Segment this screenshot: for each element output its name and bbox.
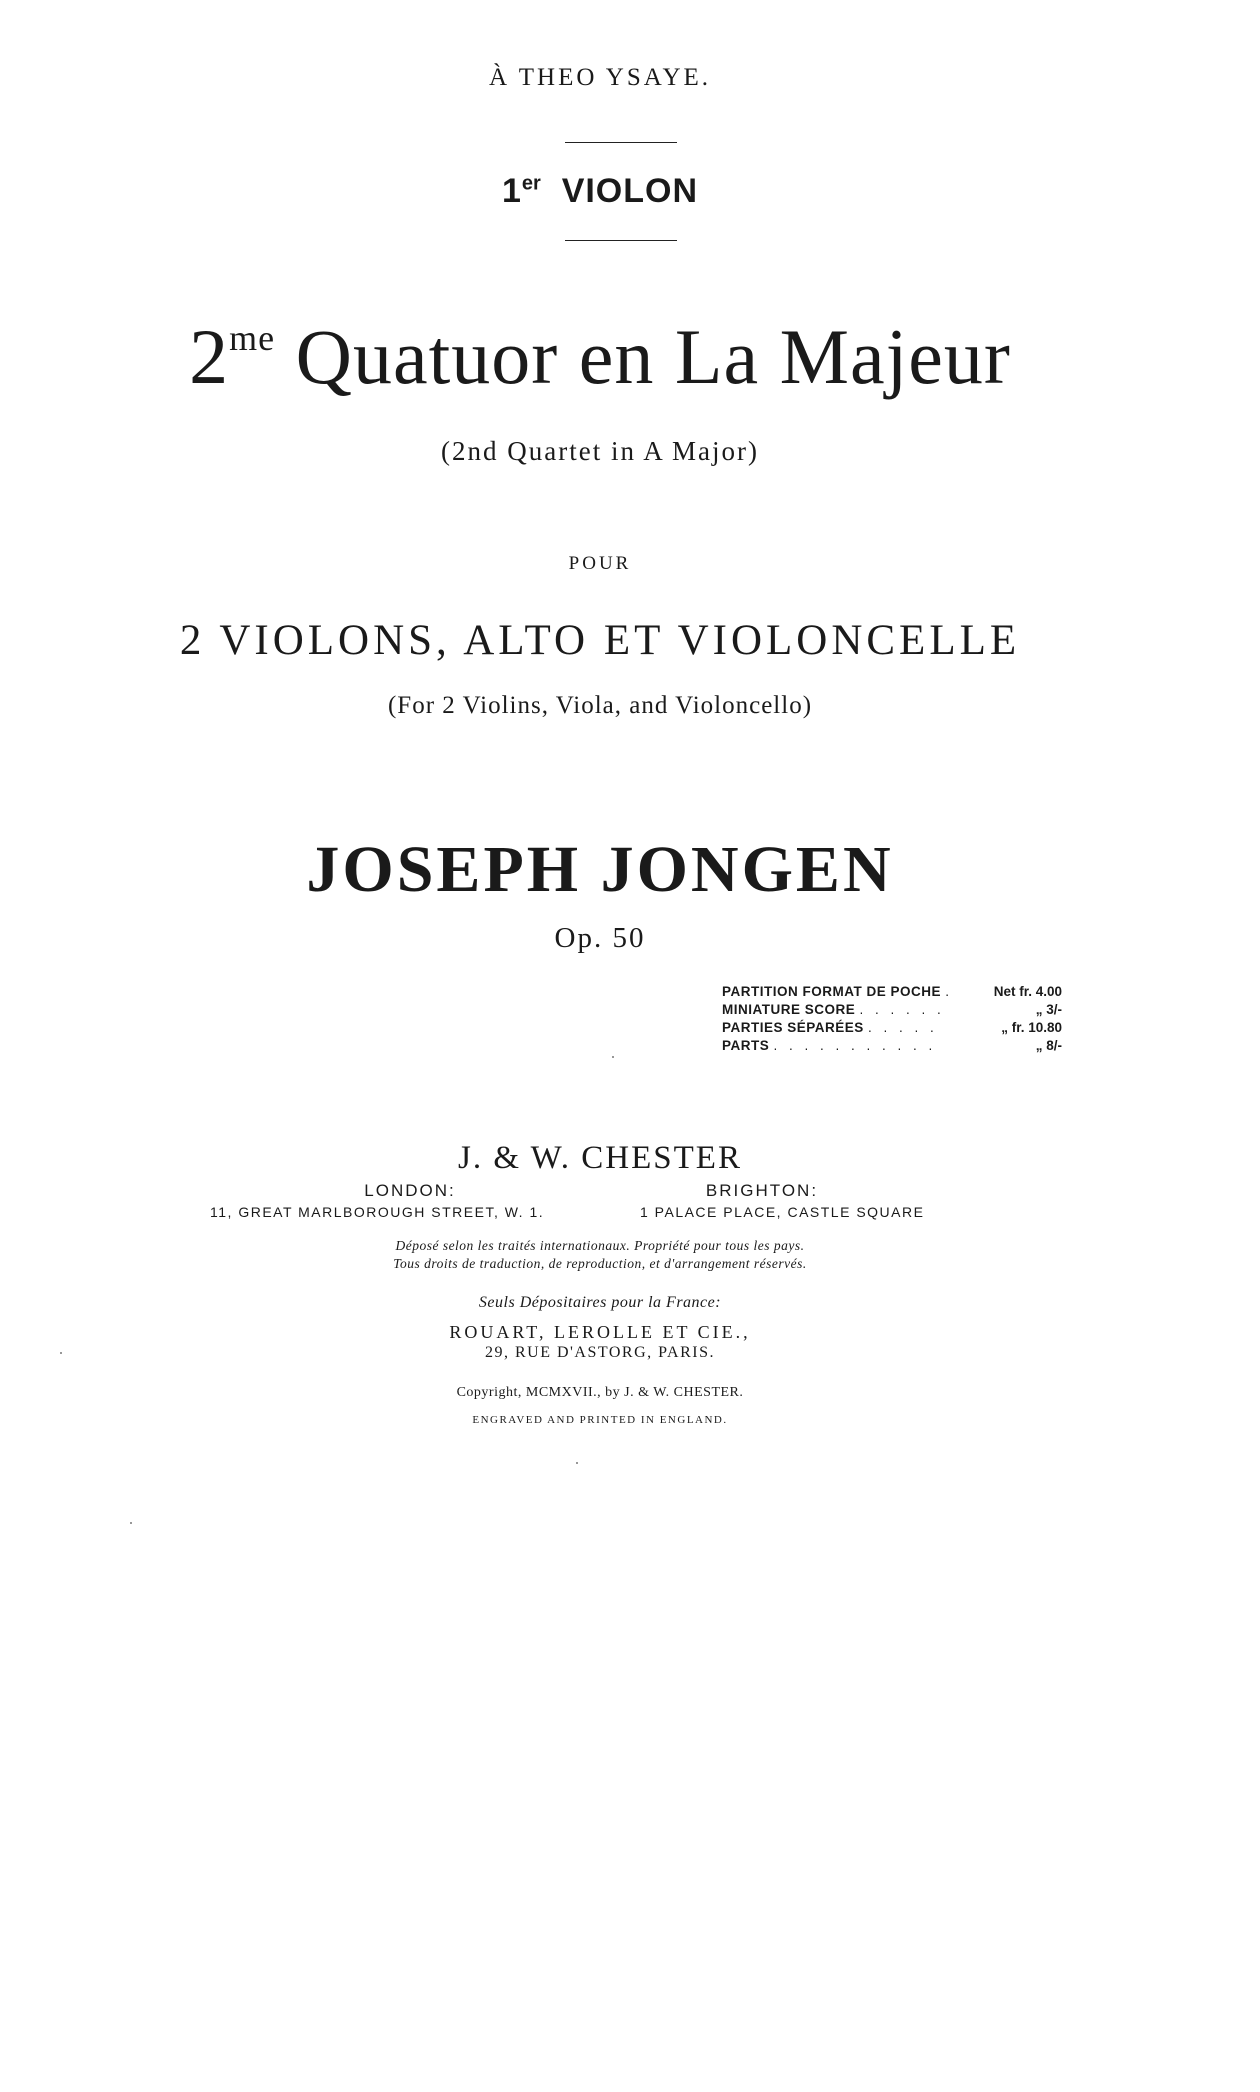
price-label: PARTS (722, 1038, 770, 1053)
price-leader: . . . . . (868, 1020, 938, 1035)
instrumentation-english: (For 2 Violins, Viola, and Violoncello) (387, 692, 813, 719)
price-row (722, 983, 1062, 1001)
paper-speck (130, 1522, 132, 1524)
price-leader: . (945, 984, 954, 999)
pour-label: POUR (568, 553, 632, 574)
opus-number: Op. 50 (554, 922, 646, 954)
part-name (0, 172, 1200, 211)
france-agent-name: ROUART, LEROLLE ET CIE., (449, 1322, 751, 1342)
price-value: Net fr. 4.00 (993, 984, 1062, 999)
price-leader: . . . . . . (859, 1002, 945, 1017)
price-list (722, 983, 1062, 1055)
paper-speck (612, 1056, 614, 1058)
brighton-label: BRIGHTON: (705, 1181, 819, 1200)
paper-speck (576, 1462, 578, 1464)
part-instrument: VIOLON (561, 172, 699, 210)
price-row (722, 1001, 1062, 1019)
brighton-address: 1 PALACE PLACE, CASTLE SQUARE (640, 1204, 925, 1220)
france-agent-address: 29, RUE D'ASTORG, PARIS. (484, 1344, 716, 1361)
composer-name: JOSEPH JONGEN (306, 833, 894, 906)
title-number: 2 (189, 313, 230, 400)
work-title (0, 312, 1200, 402)
price-label: PARTIES SÉPARÉES (722, 1020, 864, 1035)
title-suffix: me (229, 318, 276, 358)
instrumentation: 2 VIOLONS, ALTO ET VIOLONCELLE (179, 617, 1021, 664)
price-value: „ 3/- (1035, 1002, 1062, 1017)
divider-bottom (565, 240, 677, 241)
price-row (722, 1037, 1062, 1055)
title-text: Quatuor en La Majeur (295, 313, 1011, 400)
price-value: „ fr. 10.80 (1001, 1020, 1062, 1035)
price-label: PARTITION FORMAT DE POCHE (722, 984, 941, 999)
work-subtitle: (2nd Quartet in A Major) (441, 436, 759, 466)
printer-notice: ENGRAVED AND PRINTED IN ENGLAND. (472, 1414, 728, 1426)
price-row (722, 1019, 1062, 1037)
part-number: 1 (501, 172, 522, 210)
divider-top (565, 142, 677, 143)
copyright-notice: Copyright, MCMXVII., by J. & W. CHESTER. (456, 1385, 744, 1400)
london-label: LONDON: (364, 1181, 456, 1200)
legal-notice-1: Déposé selon les traités internationaux. Propriété pour tous les pays. (395, 1238, 805, 1253)
part-suffix: er (521, 172, 541, 195)
legal-notice-2: Tous droits de traduction, de reproduction, et d'arrangement réservés. (393, 1256, 807, 1271)
price-value: „ 8/- (1035, 1038, 1062, 1053)
price-leader: . . . . . . . . . . . (773, 1038, 937, 1053)
france-agents-label: Seuls Dépositaires pour la France: (478, 1294, 722, 1311)
london-address: 11, GREAT MARLBOROUGH STREET, W. 1. (210, 1204, 545, 1220)
paper-speck (60, 1352, 62, 1354)
publisher-name: J. & W. CHESTER (458, 1140, 742, 1176)
price-label: MINIATURE SCORE (722, 1002, 856, 1017)
dedication: À THEO YSAYE. (488, 64, 712, 91)
